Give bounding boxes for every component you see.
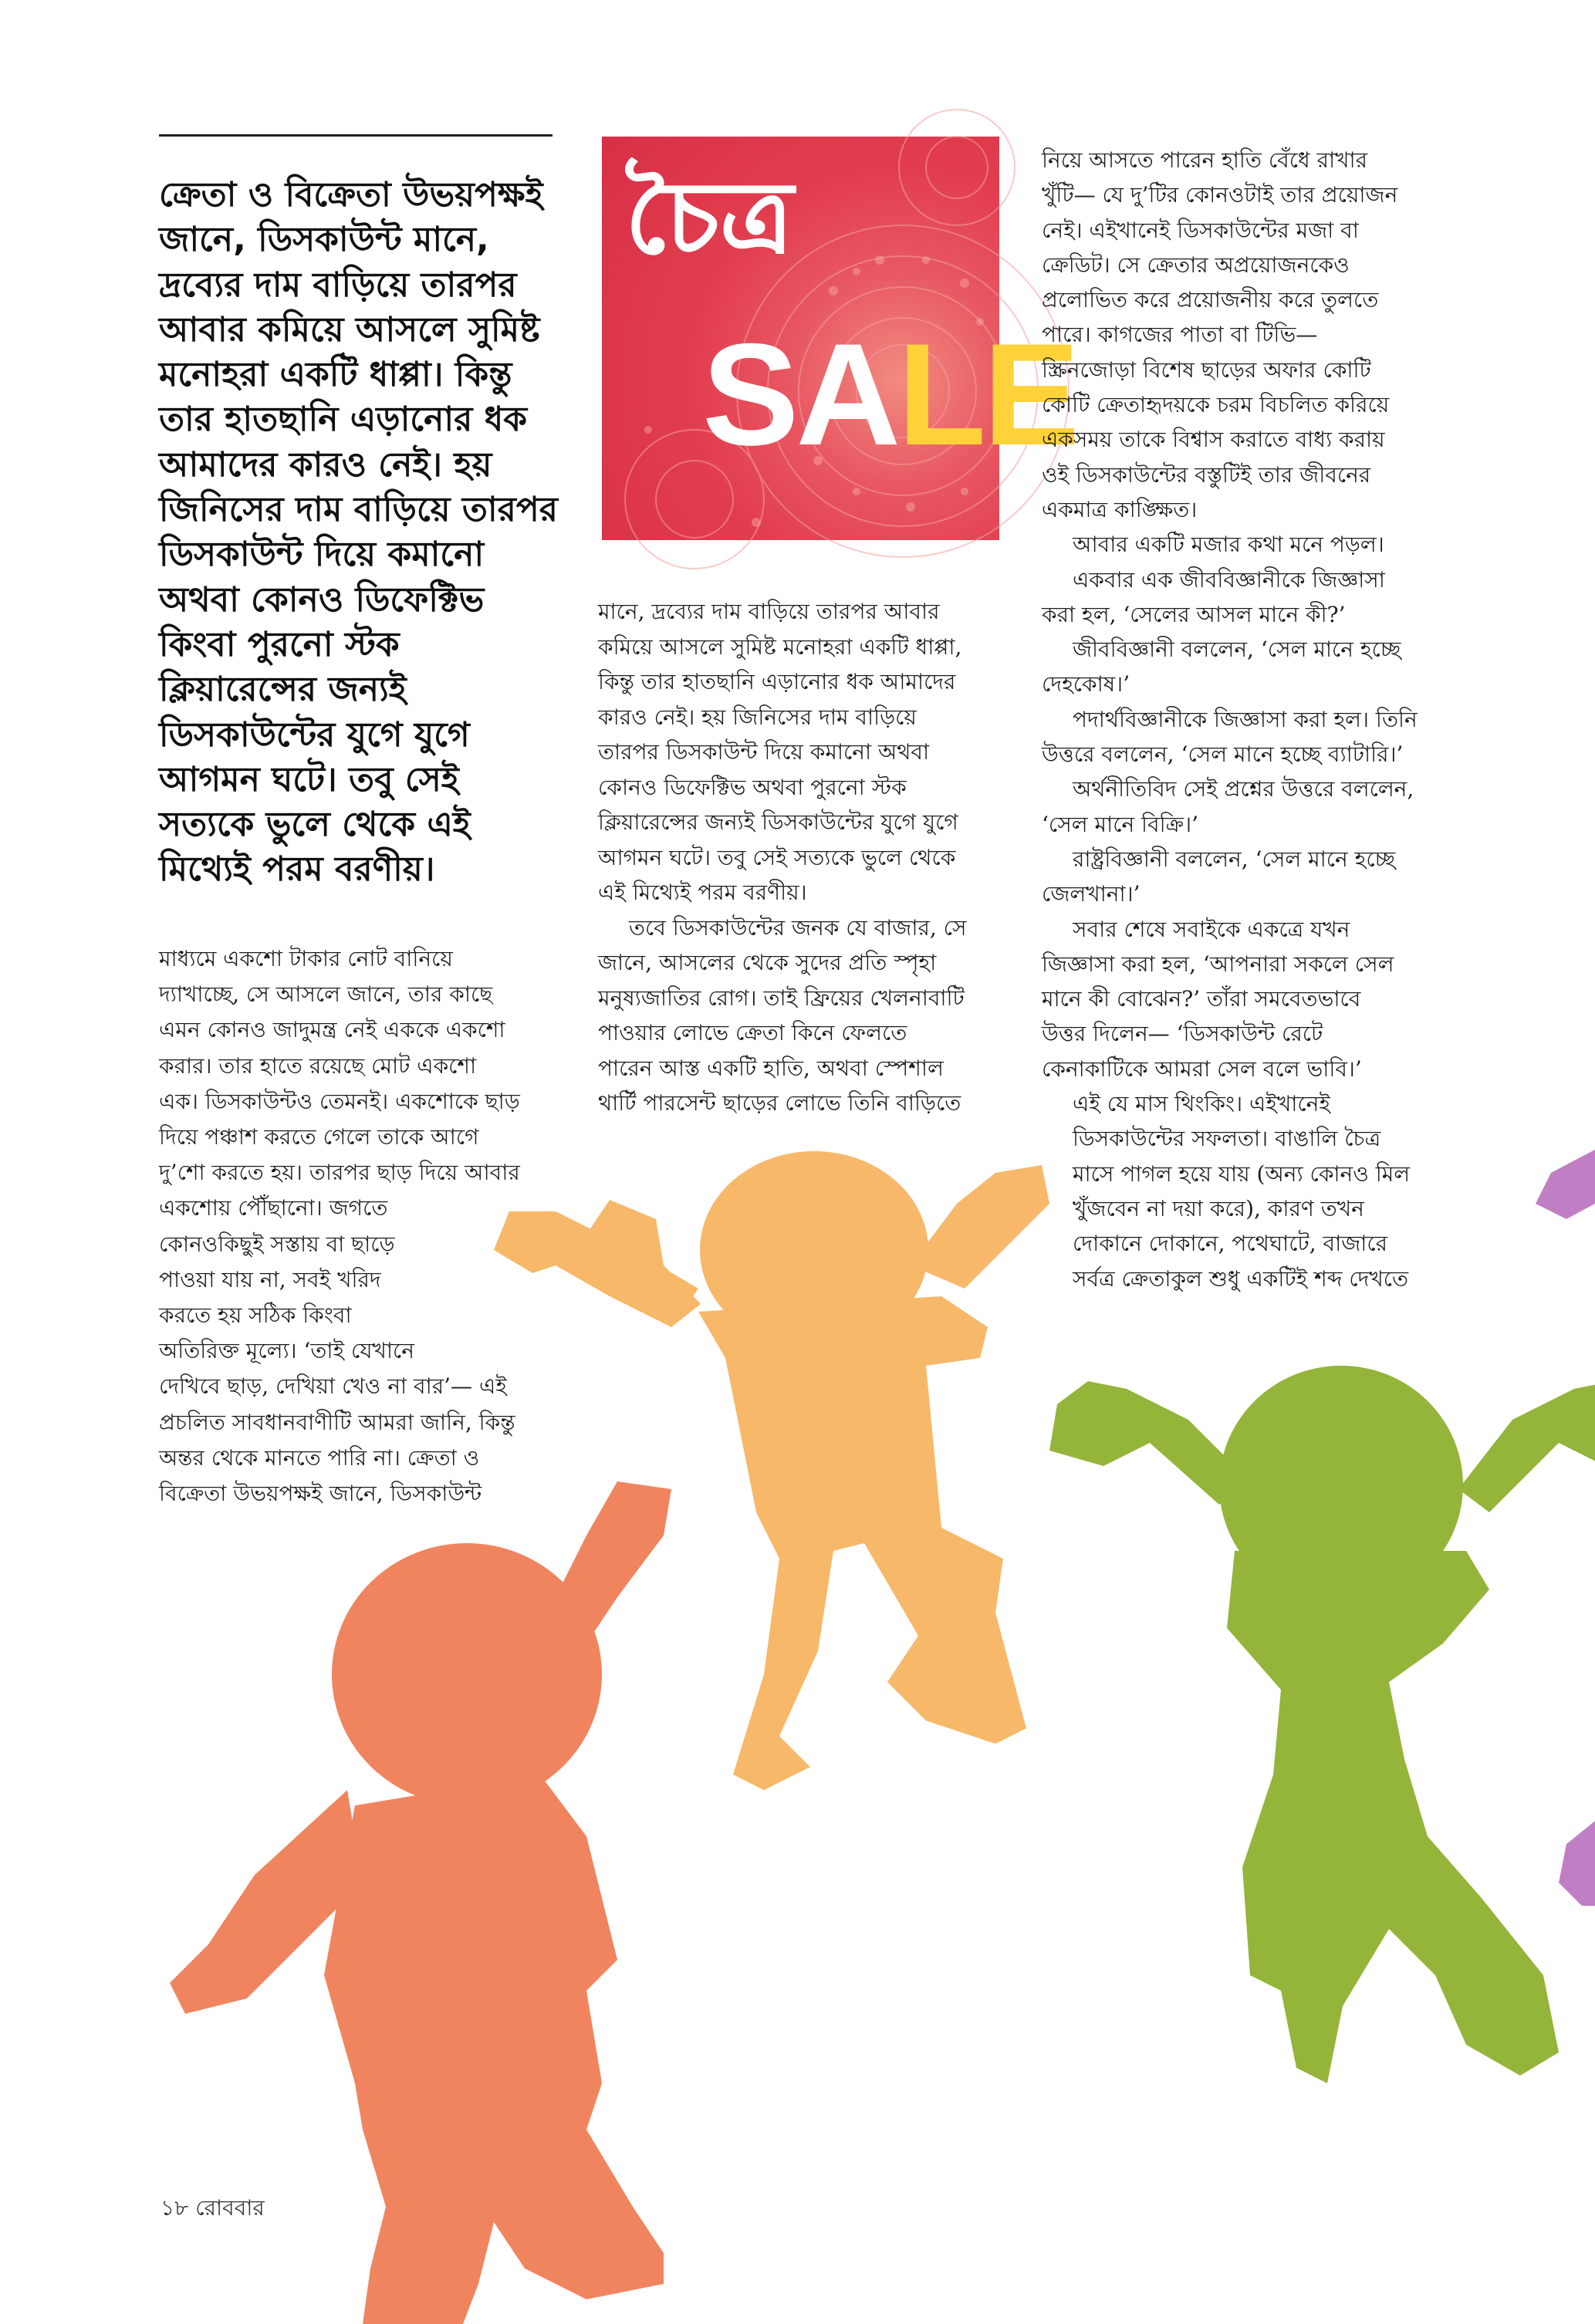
text-line: এক। ডিসকাউন্টও তেমনই। একশোকে ছাড় bbox=[159, 1088, 520, 1114]
pull-quote-line: দ্রব্যের দাম বাড়িয়ে তারপর bbox=[159, 265, 517, 305]
text-line: করা হল, ‘সেলের আসল মানে কী?’ bbox=[1042, 601, 1346, 627]
text-line: একমাত্র কাঙ্ক্ষিত। bbox=[1042, 496, 1198, 522]
green-child-silhouette bbox=[1049, 1366, 1595, 2083]
text-line: একশোয় পৌঁছানো। জগতে bbox=[159, 1195, 388, 1221]
text-line: প্রচলিত সাবধানবাণীটি আমরা জানি, কিন্তু bbox=[159, 1409, 515, 1435]
text-line: মাধ্যমে একশো টাকার নোট বানিয়ে bbox=[159, 946, 453, 971]
text-line: খুঁটি— যে দু’টির কোনওটাই তার প্রয়োজন bbox=[1042, 182, 1398, 208]
text-line: মানে কী বোঝেন?’ তাঁরা সমবেতভাবে bbox=[1042, 986, 1361, 1012]
text-line: করার। তার হাতে রয়েছে মোট একশো bbox=[159, 1052, 477, 1079]
text-line: ডিসকাউন্টের সফলতা। বাঙালি চৈত্র bbox=[1073, 1126, 1381, 1152]
text-line: মানে, দ্রব্যের দাম বাড়িয়ে তারপর আবার bbox=[598, 599, 940, 624]
text-line: আবার একটি মজার কথা মনে পড়ল। bbox=[1073, 532, 1384, 558]
pull-quote-line: জিনিসের দাম বাড়িয়ে তারপর bbox=[159, 490, 558, 530]
pull-quote-line: ডিসকাউন্টের যুগে যুগে bbox=[159, 714, 470, 755]
text-line: কিন্তু তার হাতছানি এড়ানোর ধক আমাদের bbox=[598, 669, 956, 694]
text-line: দেহকোষ।’ bbox=[1042, 671, 1130, 698]
text-line: কোটি ক্রেতাহৃদয়কে চরম বিচলিত করিয়ে bbox=[1042, 392, 1390, 418]
text-line: প্রলোভিত করে প্রয়োজনীয় করে তুলতে bbox=[1042, 287, 1379, 313]
text-line: জানে, আসলের থেকে সুদের প্রতি স্পৃহা bbox=[598, 950, 937, 975]
text-line: এই যে মাস থিংকিং। এইখানেই bbox=[1073, 1091, 1330, 1117]
pull-quote-line: মনোহরা একটি ধাপ্পা। কিন্তু bbox=[159, 355, 512, 395]
text-line: আগমন ঘটে। তবু সেই সত্যকে ভুলে থেকে bbox=[598, 844, 956, 870]
text-line: এই মিথ্যেই পরম বরণীয়। bbox=[598, 880, 807, 905]
text-line: দ্যাখাচ্ছে, সে আসলে জানে, তার কাছে bbox=[159, 981, 493, 1008]
text-line: তবে ডিসকাউন্টের জনক যে বাজার, সে bbox=[629, 914, 967, 941]
text-line: দেখিবে ছাড়, দেখিয়া খেও না বার’— এই bbox=[159, 1373, 507, 1400]
text-line: ‘সেল মানে বিক্রি।’ bbox=[1042, 811, 1198, 837]
text-line: ক্লিয়ারেন্সের জন্যই ডিসকাউন্টের যুগে যুগে bbox=[598, 809, 958, 835]
text-line: জিজ্ঞাসা করা হল, ‘আপনারা সকলে সেল bbox=[1042, 951, 1394, 977]
text-line: অতিরিক্ত মূল্যে। ‘তাই যেখানে bbox=[159, 1338, 414, 1364]
text-line: কারও নেই। হয় জিনিসের দাম বাড়িয়ে bbox=[598, 704, 917, 730]
text-line: দোকানে দোকানে, পথেঘাটে, বাজারে bbox=[1073, 1231, 1388, 1257]
text-line: কোনওকিছুই সস্তায় বা ছাড়ে bbox=[159, 1231, 395, 1257]
text-line: পাওয়ার লোভে ক্রেতা কিনে ফেলতে bbox=[598, 1020, 907, 1045]
text-line: অর্থনীতিবিদ সেই প্রশ্নের উত্তরে বললেন, bbox=[1073, 776, 1414, 802]
pull-quote-line: ক্লিয়ারেন্সের জন্যই bbox=[159, 670, 407, 710]
text-line: জেলখানা।’ bbox=[1042, 881, 1140, 907]
text-line: খুঁজবেন না দয়া করে), কারণ তখন bbox=[1073, 1195, 1364, 1221]
banner-title: চৈত্র bbox=[625, 159, 794, 276]
text-line: নেই। এইখানেই ডিসকাউন্টের মজা বা bbox=[1042, 217, 1359, 243]
text-line: একবার এক জীববিজ্ঞানীকে জিজ্ঞাসা bbox=[1073, 566, 1385, 593]
text-line: রাষ্ট্রবিজ্ঞানী বললেন, ‘সেল মানে হচ্ছে bbox=[1073, 846, 1396, 872]
text-line: কেনাকাটিকে আমরা সেল বলে ভাবি।’ bbox=[1042, 1056, 1362, 1082]
pull-quote-line: আমাদের কারও নেই। হয় bbox=[159, 444, 492, 485]
text-line: উত্তর দিলেন— ‘ডিসকাউন্ট রেটে bbox=[1042, 1021, 1323, 1047]
text-line: সর্বত্র ক্রেতাকুল শুধু একটিই শব্দ দেখতে bbox=[1073, 1265, 1408, 1292]
text-line: কোনও ডিফেক্টিভ অথবা পুরনো স্টক bbox=[598, 774, 907, 800]
pull-quote-line: তার হাতছানি এড়ানোর ধক bbox=[159, 400, 528, 440]
pull-quote-line: মিথ্যেই পরম বরণীয়। bbox=[159, 850, 435, 890]
purple-accent-shape bbox=[1536, 1150, 1595, 1906]
sale-wordmark-part: LE bbox=[897, 313, 1077, 475]
page-folio: ১৮ রোববার bbox=[161, 2195, 265, 2221]
pull-quote-line: ডিসকাউন্ট দিয়ে কমানো bbox=[159, 535, 485, 575]
pull-quote-line: আবার কমিয়ে আসলে সুমিষ্ট bbox=[159, 309, 540, 350]
text-line: তারপর ডিসকাউন্ট দিয়ে কমানো অথবা bbox=[598, 739, 930, 765]
pull-quote-line: সত্যকে ভুলে থেকে এই bbox=[159, 805, 471, 845]
text-line: সবার শেষে সবাইকে একত্রে যখন bbox=[1073, 916, 1350, 942]
text-line: বিক্রেতা উভয়পক্ষই জানে, ডিসকাউন্ট bbox=[159, 1481, 482, 1507]
text-line: জীববিজ্ঞানী বললেন, ‘সেল মানে হচ্ছে bbox=[1073, 637, 1401, 663]
pull-quote-line: অথবা কোনও ডিফেক্টিভ bbox=[159, 579, 485, 620]
text-line: পদার্থবিজ্ঞানীকে জিজ্ঞাসা করা হল। তিনি bbox=[1073, 706, 1418, 732]
pull-quote-line: কিংবা পুরনো স্টক bbox=[159, 624, 400, 664]
pull-quote-line: জানে, ডিসকাউন্ট মানে, bbox=[159, 220, 489, 260]
text-line: করতে হয় সঠিক কিংবা bbox=[159, 1302, 352, 1329]
text-line: দু’শো করতে হয়। তারপর ছাড় দিয়ে আবার bbox=[159, 1160, 520, 1186]
text-line: পাওয়া যায় না, সবই খরিদ bbox=[159, 1266, 381, 1292]
pull-quote-line: আগমন ঘটে। তবু সেই bbox=[159, 759, 459, 799]
text-line: মনুষ্যজাতির রোগ। তাই ফ্রিয়ের খেলনাবাটি bbox=[598, 985, 965, 1011]
text-line: থার্টি পারসেন্ট ছাড়ের লোভে তিনি বাড়িতে bbox=[598, 1090, 961, 1116]
text-line: দিয়ে পঞ্চাশ করতে গেলে তাকে আগে bbox=[159, 1124, 479, 1150]
text-line: ওই ডিসকাউন্টের বস্তুটিই তার জীবনের bbox=[1042, 461, 1371, 488]
text-line: পারেন আস্ত একটি হাতি, অথবা স্পেশাল bbox=[598, 1055, 944, 1081]
pull-quote-line: ক্রেতা ও বিক্রেতা উভয়পক্ষই bbox=[159, 175, 543, 214]
text-line: পারে। কাগজের পাতা বা টিভি— bbox=[1042, 322, 1318, 348]
text-line: উত্তরে বললেন, ‘সেল মানে হচ্ছে ব্যাটারি।’ bbox=[1042, 741, 1404, 768]
text-line: মাসে পাগল হয়ে যায় (অন্য কোনও মিল bbox=[1073, 1160, 1411, 1187]
text-line: অন্তর থেকে মানতে পারি না। ক্রেতা ও bbox=[159, 1444, 480, 1471]
sale-wordmark-part: SA bbox=[702, 313, 898, 475]
text-line: নিয়ে আসতে পারেন হাতি বেঁধে রাখার bbox=[1042, 147, 1368, 173]
text-line: কমিয়ে আসলে সুমিষ্ট মনোহরা একটি ধাপ্পা, bbox=[598, 633, 962, 660]
text-line: ক্রেডিট। সে ক্রেতার অপ্রয়োজনকেও bbox=[1042, 252, 1350, 278]
text-line: এমন কোনও জাদুমন্ত্র নেই এককে একশো bbox=[159, 1017, 505, 1043]
text-line: একসময় তাকে বিশ্বাস করাতে বাধ্য করায় bbox=[1042, 427, 1385, 453]
text-line: স্ক্রিনজোড়া বিশেষ ছাড়ের অফার কোটি bbox=[1042, 356, 1371, 383]
